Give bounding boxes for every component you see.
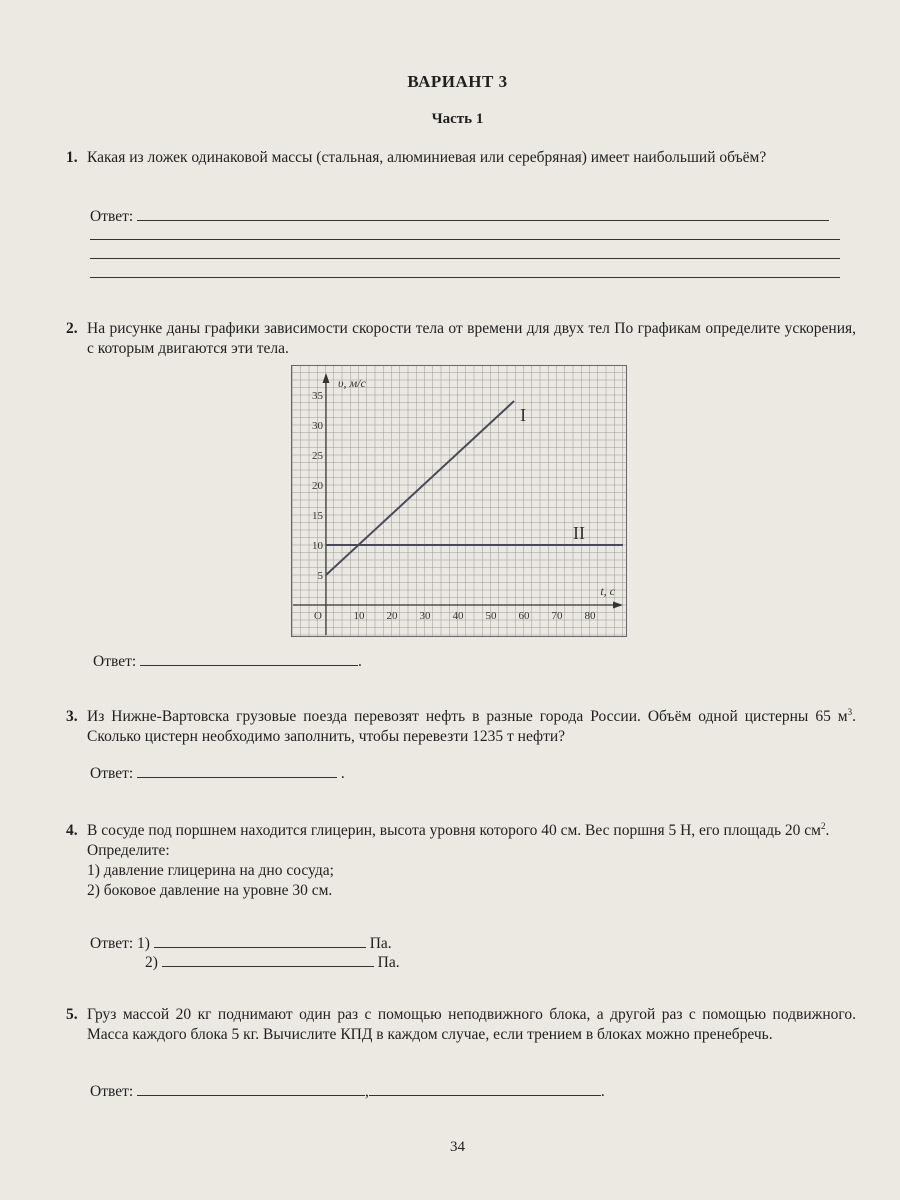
answer-period: . bbox=[358, 653, 362, 670]
page-number: 34 bbox=[450, 1139, 465, 1155]
answer-unit: Па. bbox=[377, 954, 400, 971]
task-text-part: . bbox=[825, 822, 830, 839]
task-4 bbox=[66, 821, 856, 901]
answer-period: . bbox=[340, 765, 345, 782]
task-3 bbox=[66, 707, 856, 747]
series-label-1: I bbox=[520, 405, 527, 425]
origin-label: O bbox=[314, 610, 322, 622]
answer-line[interactable] bbox=[154, 933, 366, 948]
answer-label: Ответ: bbox=[90, 935, 134, 952]
series-label-2: II bbox=[573, 523, 585, 543]
task-number: 3. bbox=[66, 708, 78, 725]
answer-line-extra[interactable] bbox=[90, 239, 840, 240]
task-subtext: 1) давление глицерина на дно сосуда; bbox=[87, 862, 334, 879]
answer-line[interactable] bbox=[369, 1081, 601, 1096]
task-number: 1. bbox=[66, 149, 78, 166]
x-tick-label: 70 bbox=[551, 610, 563, 622]
task-1 bbox=[66, 148, 856, 168]
page-title: ВАРИАНТ 3 bbox=[407, 72, 508, 91]
task-number: 2. bbox=[66, 320, 78, 337]
x-tick-label: 10 bbox=[353, 610, 365, 622]
task-text: На рисунке даны графики зависимости скорости тела от времени для двух тел По графикам определите ускорения, с которым двигаются эти тела. bbox=[87, 320, 856, 357]
task-text-part: В сосуде под поршнем находится глицерин, высота уровня которого 40 см. Вес поршня 5 Н, его площадь 20 см bbox=[87, 822, 821, 839]
task-text: Какая из ложек одинаковой массы (стальная, алюминиевая или серебряная) имеет наибольший объём? bbox=[87, 149, 767, 166]
y-tick-label: 30 bbox=[312, 420, 323, 432]
part-title: Часть 1 bbox=[431, 111, 484, 127]
velocity-time-graph bbox=[291, 365, 627, 642]
answer-field-3[interactable] bbox=[90, 763, 345, 784]
answer-comma: , bbox=[365, 1083, 369, 1100]
answer-line[interactable] bbox=[137, 206, 829, 221]
task-text-part: Из Нижне-Вартовска грузовые поезда перевозят нефть в разные города России. Объём одной цистерны 65 м bbox=[87, 708, 848, 725]
answer-field-5[interactable] bbox=[90, 1081, 605, 1102]
answer-field-4-2[interactable] bbox=[145, 952, 400, 973]
answer-field-2[interactable] bbox=[93, 651, 362, 672]
task-2 bbox=[66, 319, 856, 359]
answer-line-extra[interactable] bbox=[90, 277, 840, 278]
answer-sublabel: 1) bbox=[137, 935, 150, 952]
y-tick-label: 35 bbox=[312, 390, 323, 402]
x-tick-label: 20 bbox=[386, 610, 398, 622]
answer-field-4-1[interactable] bbox=[90, 933, 392, 954]
answer-sublabel: 2) bbox=[145, 954, 158, 971]
x-tick-label: 30 bbox=[419, 610, 431, 622]
answer-line[interactable] bbox=[162, 952, 374, 967]
task-number: 5. bbox=[66, 1006, 78, 1023]
x-tick-label: 60 bbox=[518, 610, 530, 622]
x-tick-label: 80 bbox=[584, 610, 596, 622]
task-5 bbox=[66, 1005, 856, 1045]
task-text: Груз массой 20 кг поднимают один раз с помощью неподвижного блока, а другой раз с помощью подвижного. Масса каждого блока 5 кг. Вычислите КПД в каждом случае, если трением в блоках можно пренебречь. bbox=[87, 1006, 856, 1043]
superscript: 2 bbox=[820, 820, 826, 831]
y-tick-label: 10 bbox=[312, 540, 323, 552]
answer-label: Ответ: bbox=[90, 765, 134, 782]
answer-line[interactable] bbox=[137, 763, 337, 778]
task-text bbox=[87, 821, 856, 841]
x-axis-label: t, с bbox=[600, 584, 615, 598]
x-tick-label: 40 bbox=[452, 610, 464, 622]
answer-line[interactable] bbox=[137, 1081, 365, 1096]
task-subtext: 2) боковое давление на уровне 30 см. bbox=[87, 882, 333, 899]
y-tick-label: 25 bbox=[312, 450, 323, 462]
answer-label: Ответ: bbox=[90, 208, 134, 225]
x-tick-label: 50 bbox=[485, 610, 497, 622]
task-text bbox=[87, 707, 856, 747]
graph-svg bbox=[291, 365, 627, 637]
answer-period: . bbox=[600, 1083, 605, 1100]
answer-field-1[interactable] bbox=[90, 206, 829, 227]
y-tick-label: 5 bbox=[317, 570, 323, 582]
task-subtext: Определите: bbox=[87, 842, 170, 859]
y-axis-label: υ, м/с bbox=[338, 376, 366, 390]
y-tick-label: 20 bbox=[312, 480, 323, 492]
answer-unit: Па. bbox=[369, 935, 392, 952]
answer-label: Ответ: bbox=[90, 1083, 134, 1100]
task-text-part: . Сколько цистерн необходимо заполнить, чтобы перевезти 1235 т нефти? bbox=[87, 708, 856, 745]
answer-line-extra[interactable] bbox=[90, 258, 840, 259]
answer-label: Ответ: bbox=[93, 653, 137, 670]
task-number: 4. bbox=[66, 822, 78, 839]
superscript: 3 bbox=[847, 706, 853, 717]
y-tick-label: 15 bbox=[312, 510, 323, 522]
answer-line[interactable] bbox=[140, 651, 358, 666]
